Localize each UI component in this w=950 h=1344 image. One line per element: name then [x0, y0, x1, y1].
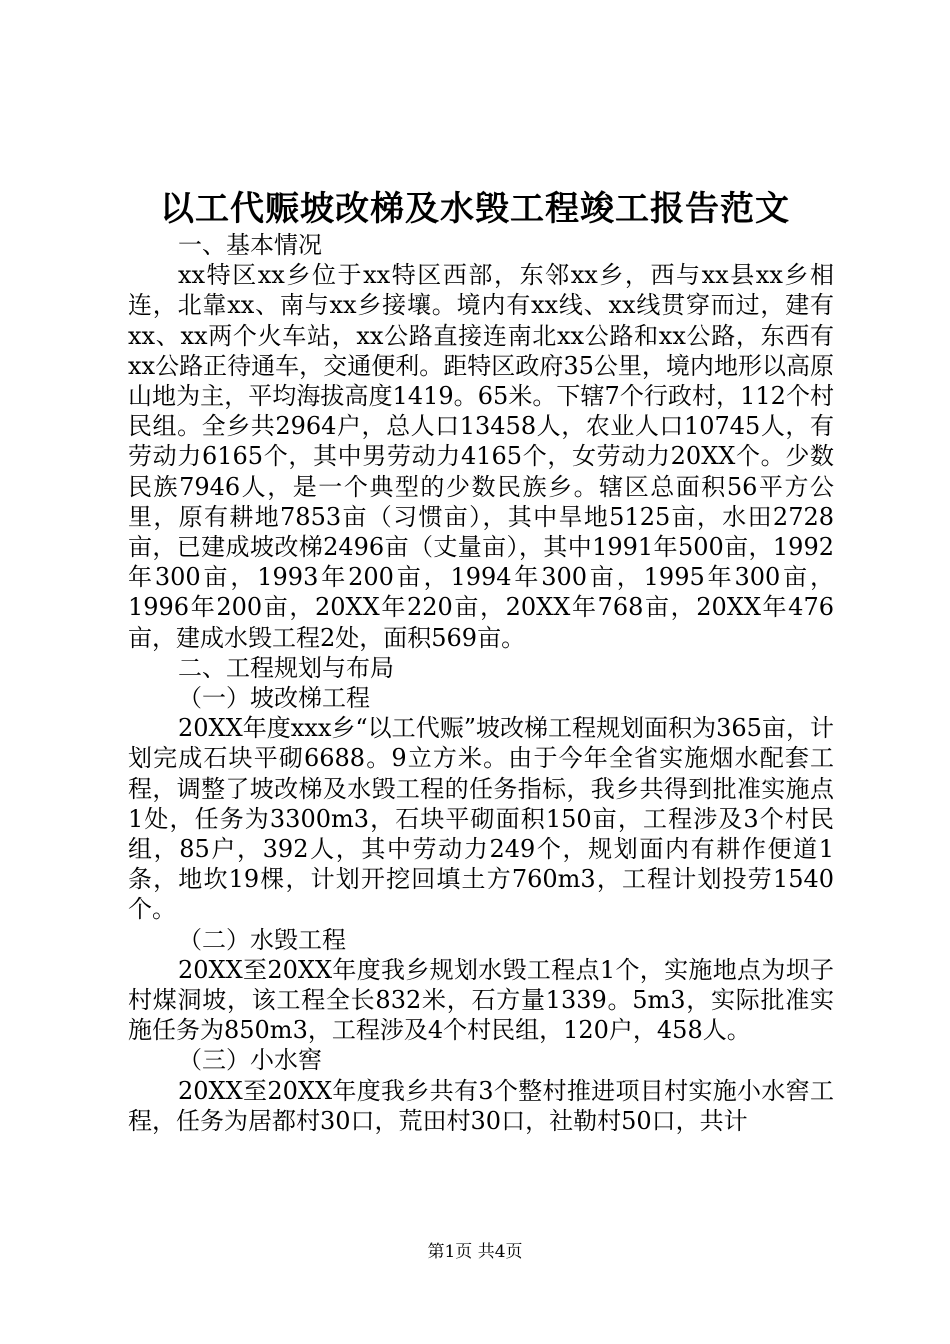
paragraph-water-cellar: 20XX至20XX年度我乡共有3个整村推进项目村实施小水窖工程，任务为居都村30口，荒田村30口，社勒村50口，共计 — [128, 1076, 834, 1135]
subheading-flood-damage: （二）水毁工程 — [178, 925, 346, 954]
paragraph-slope-terrace: 20XX年度xxx乡“以工代赈”坡改梯工程规划面积为365亩，计划完成石块平砌6688。9立方米。由于今年全省实施烟水配套工程，调整了坡改梯及水毁工程的任务指标，我乡共得到批准实施点1处，任务为3300m3，石块平砌面积150亩，工程涉及3个村民组，85户，392人，其中劳动力249个，规划面内有耕作便道1条，地坎19棵，计划开挖回填土方760m3，工程计划投劳1540个。 — [128, 714, 834, 924]
paragraph-flood-damage: 20XX至20XX年度我乡规划水毁工程点1个，实施地点为坝子村煤洞坡，该工程全长832米，石方量1339。5m3，实际批准实施任务为850m3，工程涉及4个村民组，120户，458人。 — [128, 955, 834, 1045]
page-footer — [0, 1240, 950, 1264]
page-number: 第1页 — [427, 1242, 473, 1262]
section-heading-basic-info: 一、基本情况 — [178, 231, 322, 259]
document-title: 以工代赈坡改梯及水毁工程竣工报告范文 — [160, 189, 790, 229]
document-body — [128, 230, 834, 1136]
page-total: 共4页 — [477, 1242, 523, 1262]
paragraph-basic-info: xx特区xx乡位于xx特区西部，东邻xx乡，西与xx县xx乡相连，北靠xx、南与xx乡接壤。境内有xx线、xx线贯穿而过，建有xx、xx两个火车站，xx公路直接连南北xx公路和xx公路，东西有xx公路正待通车，交通便利。距特区政府35公里，境内地形以高原山地为主，平均海拔高度1419。65米。下辖7个行政村，112个村民组。全乡共2964户，总人口13458人，农业人口10745人，有劳动力6165个，其中男劳动力4165个，女劳动力20XX个。少数民族7946人，是一个典型的少数民族乡。辖区总面积56平方公里，原有耕地7853亩（习惯亩），其中旱地5125亩，水田2728亩，已建成坡改梯2496亩（丈量亩），其中1991年500亩，1992年300亩，1993年200亩，1994年300亩，1995年300亩，1996年200亩，20XX年220亩，20XX年768亩，20XX年476亩，建成水毁工程2处，面积569亩。 — [128, 261, 834, 652]
subheading-slope-terrace: （一）坡改梯工程 — [178, 684, 370, 713]
section-heading-planning: 二、工程规划与布局 — [178, 653, 394, 682]
subheading-water-cellar: （三）小水窖 — [178, 1046, 322, 1075]
